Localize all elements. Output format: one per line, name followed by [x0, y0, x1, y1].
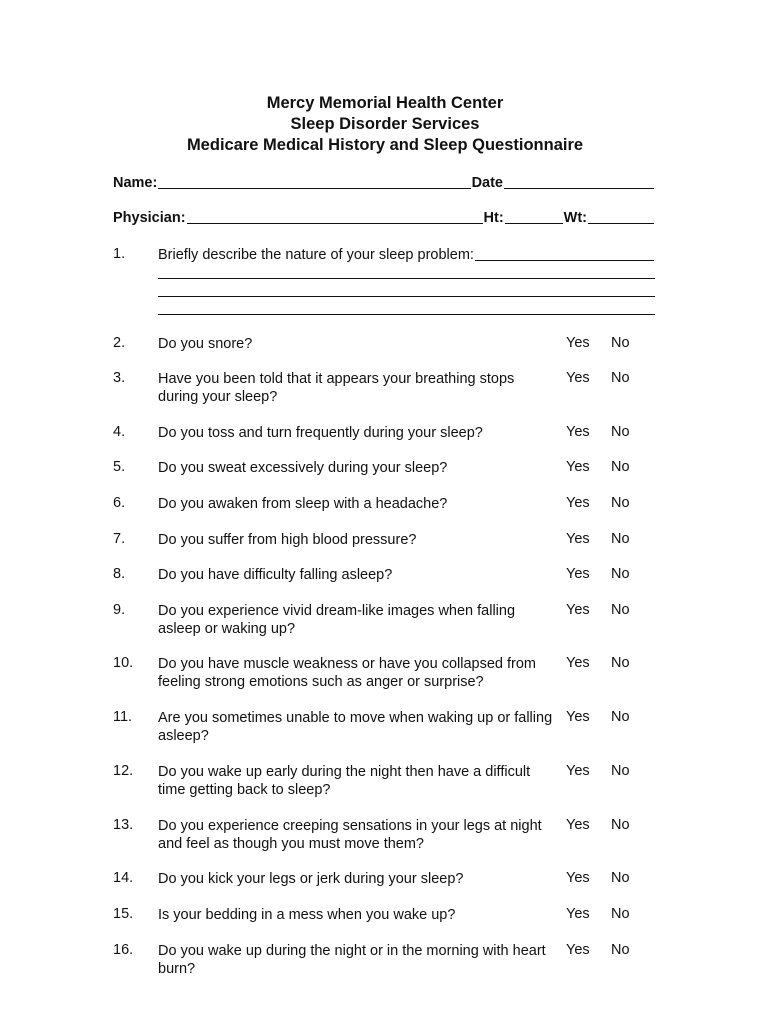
- question-number: 3.: [113, 370, 126, 386]
- sleep-problem-field-line-4[interactable]: [158, 314, 655, 315]
- height-label: Ht:: [483, 210, 504, 226]
- sleep-problem-field-line-3[interactable]: [158, 296, 655, 297]
- date-field[interactable]: [504, 174, 654, 189]
- yes-option[interactable]: Yes: [566, 906, 590, 922]
- header-department: Sleep Disorder Services: [290, 115, 480, 133]
- question-text: Do you experience vivid dream-like images when falling asleep or waking up?: [158, 603, 516, 637]
- question-1-number: 1.: [113, 246, 126, 262]
- question-number: 15.: [113, 906, 134, 922]
- question-text: Do you awaken from sleep with a headache?: [158, 496, 448, 512]
- no-option[interactable]: No: [611, 459, 630, 475]
- no-option[interactable]: No: [611, 906, 630, 922]
- question-number: 16.: [113, 942, 134, 958]
- yes-option[interactable]: Yes: [566, 459, 590, 475]
- physician-label: Physician:: [113, 210, 186, 226]
- question-text: Do you have difficulty falling asleep?: [158, 567, 393, 583]
- question-number: 13.: [113, 817, 134, 833]
- question-1-row: [158, 246, 655, 263]
- question-text: Do you snore?: [158, 336, 253, 352]
- no-option[interactable]: No: [611, 817, 630, 833]
- no-option[interactable]: No: [611, 709, 630, 725]
- no-option[interactable]: No: [611, 566, 630, 582]
- question-text: Is your bedding in a mess when you wake up?: [158, 907, 456, 923]
- question-number: 9.: [113, 602, 126, 618]
- no-option[interactable]: No: [611, 495, 630, 511]
- yes-option[interactable]: Yes: [566, 942, 590, 958]
- yes-option[interactable]: Yes: [566, 335, 590, 351]
- no-option[interactable]: No: [611, 942, 630, 958]
- name-field[interactable]: [158, 174, 470, 189]
- physician-field[interactable]: [187, 209, 483, 224]
- question-number: 11.: [113, 709, 133, 725]
- header-form-title: Medicare Medical History and Sleep Questionnaire: [186, 136, 584, 154]
- height-field[interactable]: [505, 209, 563, 224]
- yes-option[interactable]: Yes: [566, 424, 590, 440]
- question-text: Are you sometimes unable to move when waking up or falling asleep?: [158, 710, 553, 744]
- question-number: 6.: [113, 495, 126, 511]
- weight-field[interactable]: [588, 209, 654, 224]
- question-text: Do you wake up early during the night then have a difficult time getting back to sleep?: [158, 764, 531, 798]
- no-option[interactable]: No: [611, 335, 630, 351]
- name-label: Name:: [113, 175, 158, 191]
- no-option[interactable]: No: [611, 870, 630, 886]
- physician-row: [113, 209, 655, 226]
- question-text: Do you experience creeping sensations in your legs at night and feel as though you must move them?: [158, 818, 542, 852]
- yes-option[interactable]: Yes: [566, 495, 590, 511]
- no-option[interactable]: No: [611, 531, 630, 547]
- question-1-text: Briefly describe the nature of your sleep problem:: [158, 247, 474, 263]
- question-number: 5.: [113, 459, 126, 475]
- yes-option[interactable]: Yes: [566, 566, 590, 582]
- yes-option[interactable]: Yes: [566, 817, 590, 833]
- question-number: 10.: [113, 655, 134, 671]
- yes-option[interactable]: Yes: [566, 602, 590, 618]
- name-date-row: [113, 174, 655, 191]
- question-number: 7.: [113, 531, 126, 547]
- no-option[interactable]: No: [611, 655, 630, 671]
- question-text: Have you been told that it appears your breathing stops during your sleep?: [158, 371, 515, 405]
- yes-option[interactable]: Yes: [566, 370, 590, 386]
- yes-option[interactable]: Yes: [566, 763, 590, 779]
- date-label: Date: [471, 175, 503, 191]
- no-option[interactable]: No: [611, 763, 630, 779]
- sleep-problem-field-line-1[interactable]: [475, 246, 654, 261]
- question-number: 2.: [113, 335, 126, 351]
- weight-label: Wt:: [563, 210, 587, 226]
- no-option[interactable]: No: [611, 602, 630, 618]
- yes-option[interactable]: Yes: [566, 709, 590, 725]
- yes-option[interactable]: Yes: [566, 655, 590, 671]
- question-number: 12.: [113, 763, 134, 779]
- sleep-problem-field-line-2[interactable]: [158, 278, 655, 279]
- question-number: 4.: [113, 424, 126, 440]
- no-option[interactable]: No: [611, 424, 630, 440]
- question-text: Do you kick your legs or jerk during your sleep?: [158, 871, 464, 887]
- yes-option[interactable]: Yes: [566, 870, 590, 886]
- no-option[interactable]: No: [611, 370, 630, 386]
- header-organization: Mercy Memorial Health Center: [266, 94, 504, 112]
- question-text: Do you suffer from high blood pressure?: [158, 532, 417, 548]
- question-text: Do you have muscle weakness or have you collapsed from feeling strong emotions such as anger or surprise?: [158, 656, 536, 690]
- question-text: Do you wake up during the night or in the morning with heart burn?: [158, 943, 546, 977]
- question-number: 14.: [113, 870, 134, 886]
- yes-option[interactable]: Yes: [566, 531, 590, 547]
- question-text: Do you toss and turn frequently during your sleep?: [158, 425, 483, 441]
- question-text: Do you sweat excessively during your sleep?: [158, 460, 448, 476]
- question-number: 8.: [113, 566, 126, 582]
- document-header: [0, 93, 770, 156]
